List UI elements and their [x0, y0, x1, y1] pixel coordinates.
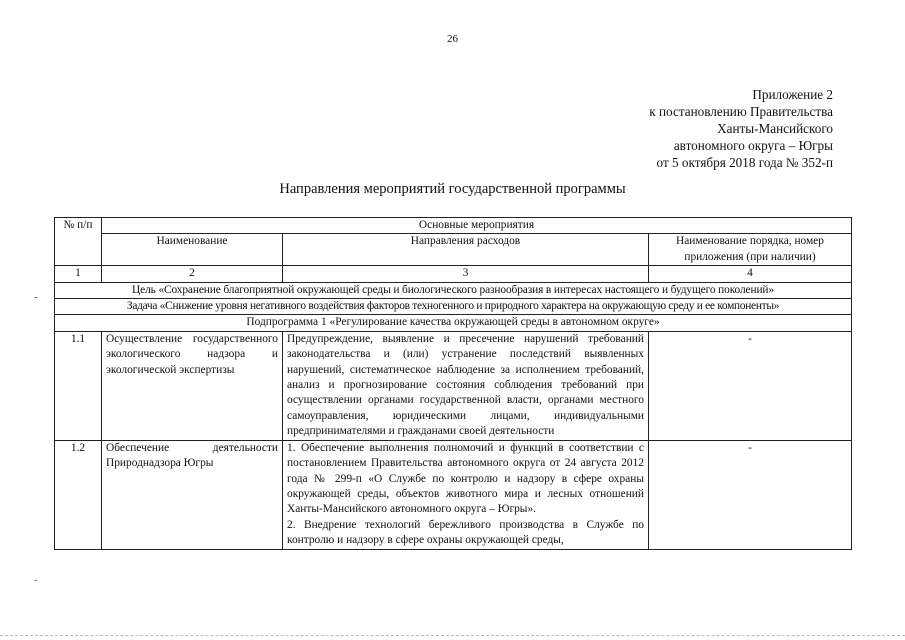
goal-row	[55, 282, 852, 298]
row-number: 1.2	[55, 440, 102, 549]
header-num: № п/п	[55, 218, 102, 266]
scan-margin-mark: -	[34, 575, 38, 586]
measure-order: -	[649, 331, 852, 440]
header-order: Наименование порядка, номер приложения (при наличии)	[649, 234, 852, 266]
appendix-block	[649, 86, 833, 171]
scan-bottom-edge	[0, 635, 905, 640]
measure-directions: Предупреждение, выявление и пресечение нарушений требований законодательства и (или) устранение последствий выявленных нарушений, систематическое наблюдение за исполнением требований, анализ и прогнозирование состояния соблюдения требований при осуществлении органами государственной власти, органами местного самоуправления, юридическими лицами, индивидуальными предпринимателями и гражданами своей деятельности	[283, 331, 649, 440]
measure-order: -	[649, 440, 852, 549]
column-number: 1	[55, 266, 102, 282]
scan-margin-mark: -	[34, 292, 38, 303]
column-number: 3	[283, 266, 649, 282]
measure-name: Обеспечение деятельности Природнадзора Югры	[102, 440, 283, 549]
appendix-line: Приложение 2	[752, 87, 833, 102]
table-row	[55, 331, 852, 440]
directions-paragraph: 1. Обеспечение выполнения полномочий и функций в соответствии с постановлением Правительства автономного округа от 24 августа 2012 года № 299-п «О Службе по контролю и надзору в сфере охраны окружающей среды, объектов животного мира и лесных отношений Ханты-Мансийского автономного округа – Югры».	[287, 441, 644, 516]
task-text: Задача «Снижение уровня негативного воздействия факторов техногенного и природного характера на окружающую среду и ее компоненты»	[55, 299, 852, 315]
subprogram-text: Подпрограмма 1 «Регулирование качества окружающей среды в автономном округе»	[55, 315, 852, 331]
task-row	[55, 299, 852, 315]
goal-text: Цель «Сохранение благоприятной окружающей среды и биологического разнообразия в интересах настоящего и будущего поколений»	[55, 282, 852, 298]
measure-directions	[283, 440, 649, 549]
subprogram-row	[55, 315, 852, 331]
column-number-row	[55, 266, 852, 282]
appendix-line: к постановлению Правительства	[649, 104, 833, 119]
header-directions: Направления расходов	[283, 234, 649, 266]
measures-table	[54, 217, 852, 550]
header-main-group: Основные мероприятия	[102, 218, 852, 234]
header-name: Наименование	[102, 234, 283, 266]
appendix-line: Ханты-Мансийского	[717, 121, 833, 136]
page-number: 26	[447, 33, 458, 45]
table-header-row	[55, 218, 852, 234]
appendix-line: автономного округа – Югры	[673, 138, 833, 153]
table-row	[55, 440, 852, 549]
measure-name: Осуществление государственного экологического надзора и экологической экспертизы	[102, 331, 283, 440]
table-subheader-row	[55, 234, 852, 266]
row-number: 1.1	[55, 331, 102, 440]
column-number: 2	[102, 266, 283, 282]
document-title: Направления мероприятий государственной программы	[279, 181, 626, 197]
column-number: 4	[649, 266, 852, 282]
appendix-line: от 5 октября 2018 года № 352-п	[656, 155, 833, 170]
directions-paragraph: 2. Внедрение технологий бережливого производства в Службе по контролю и надзору в сфере охраны окружающей среды,	[287, 518, 644, 547]
